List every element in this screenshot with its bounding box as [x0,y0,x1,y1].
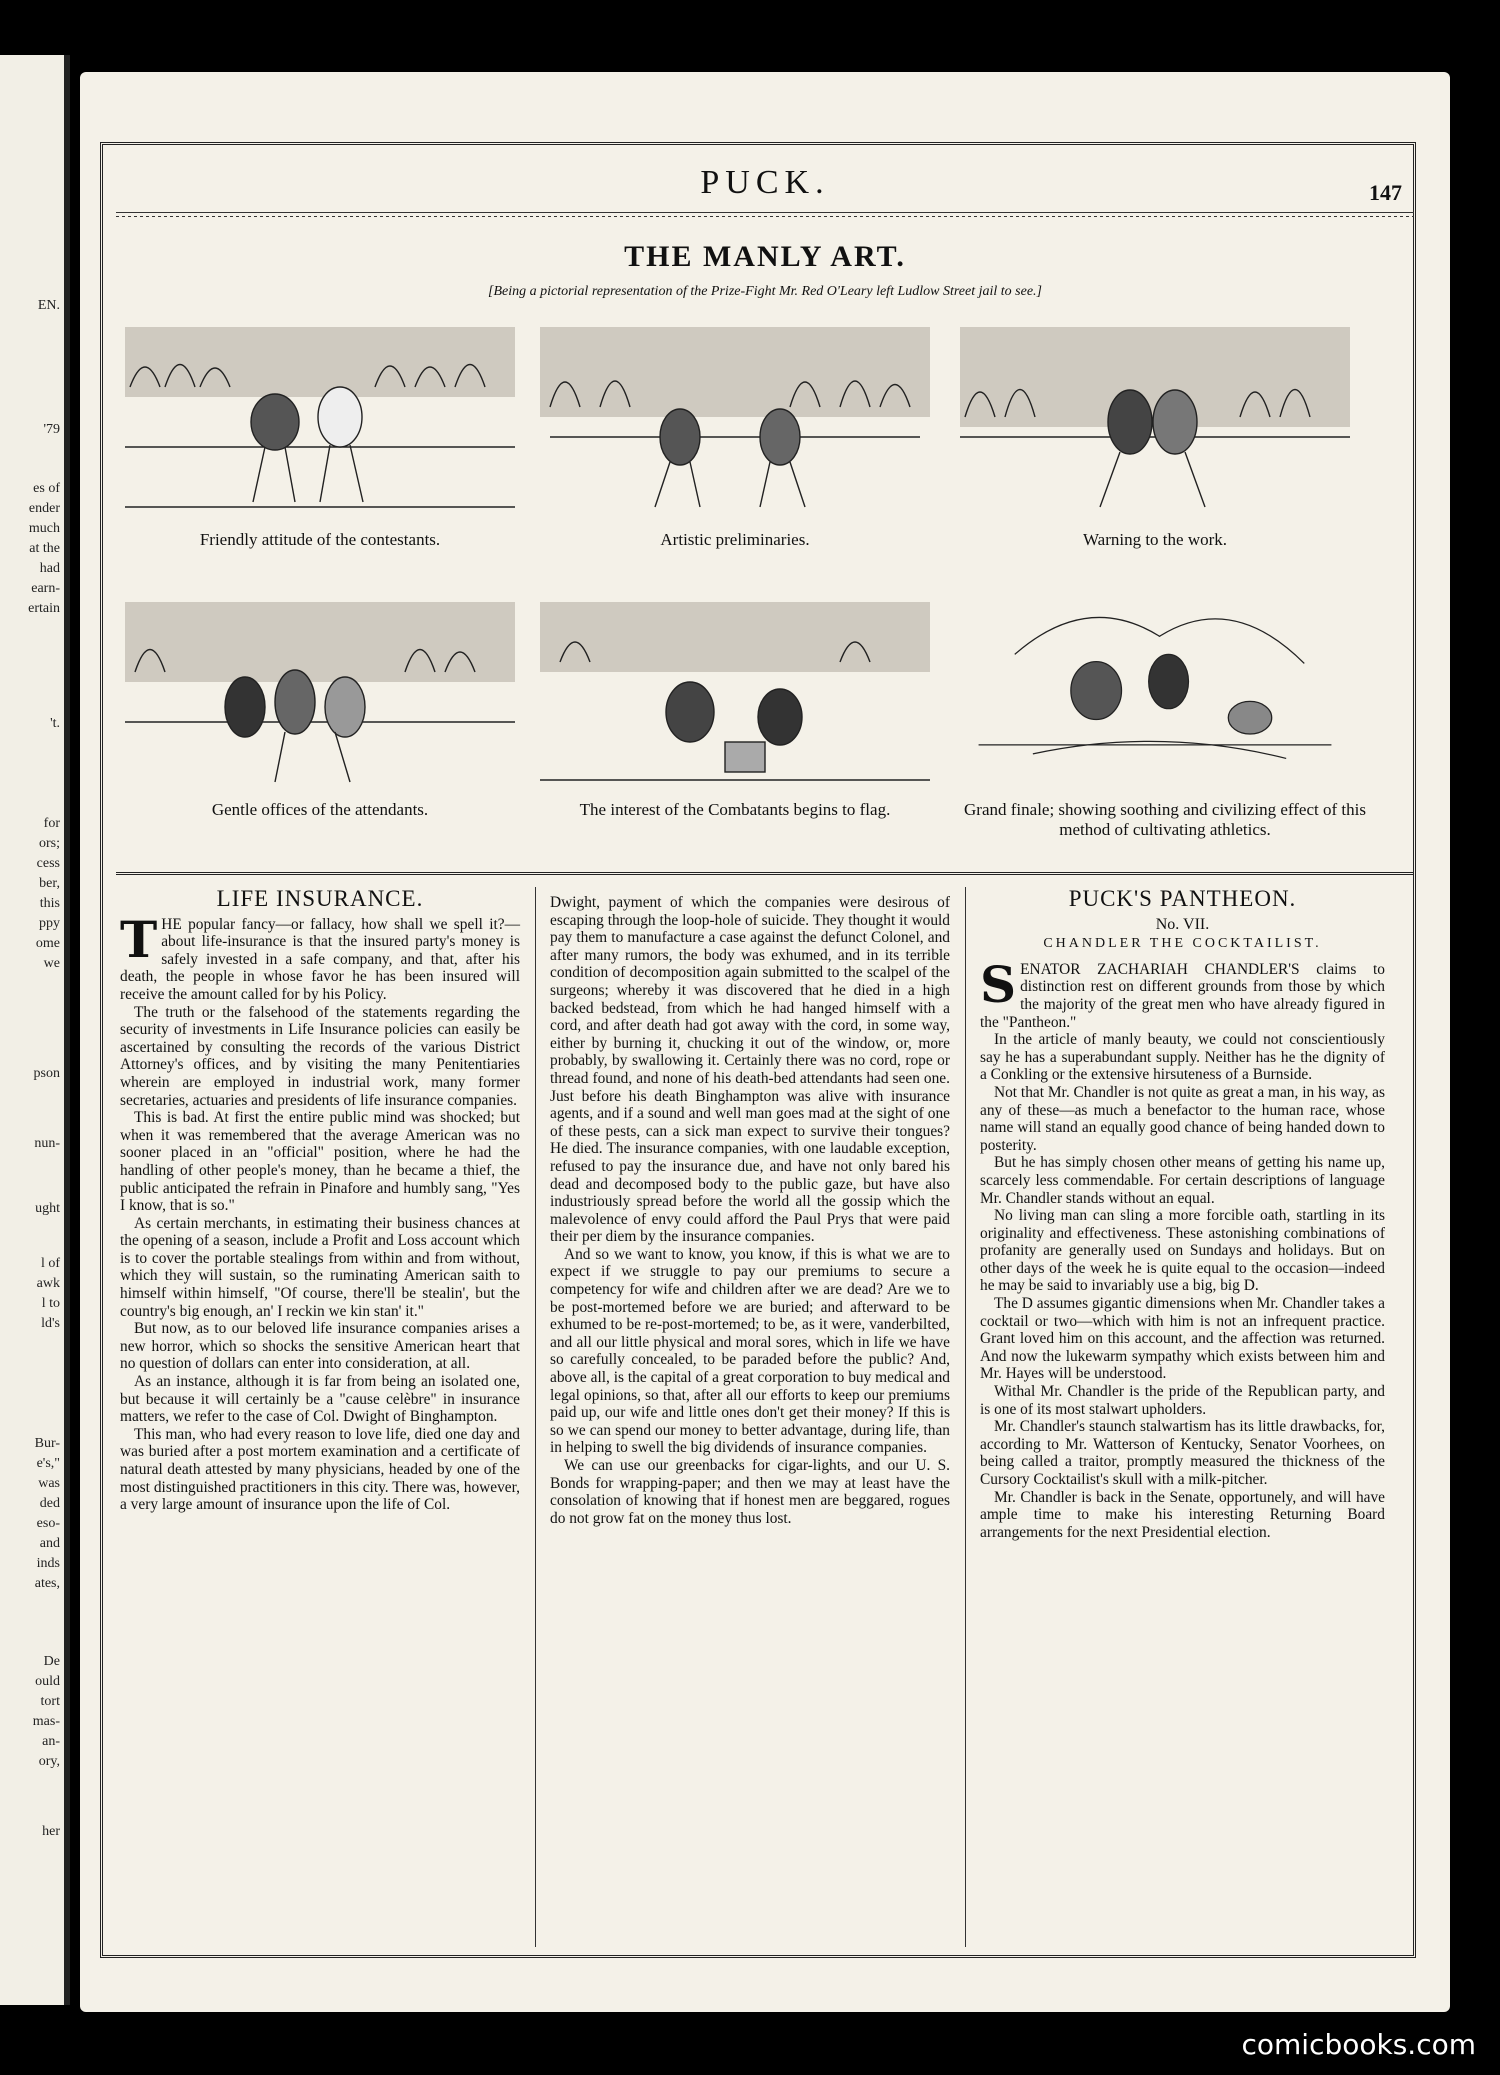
panel-caption-6: Grand finale; showing soothing and civilizing effect of this method of cultivating athletics. [964,800,1366,839]
left-fragment: Bur- [34,1436,60,1451]
article-paragraph: Mr. Chandler's staunch stalwartism has its little drawbacks, for, according to Mr. Watterson of Kentucky, Senator Voorhees, on being called a traitor, promptly measured the thickness of the Cursory Cocktailist's skull with a milk-pitcher. [980,1418,1385,1488]
illustration-panel-2 [540,327,930,517]
left-fragment: cess [36,856,60,871]
left-fragment: l of [40,1256,60,1271]
left-fragment: '79 [43,422,60,437]
article-paragraph: We can use our greenbacks for cigar-lights, and our U. S. Bonds for wrapping-paper; and then we may at least have the consolation of knowing that if honest men are beggared, rogues do not grow fat on the money thus lost. [550,1457,950,1527]
left-fragment: 't. [50,716,60,731]
left-fragment: De [43,1654,60,1669]
left-fragment: ertain [28,601,60,616]
left-fragment: ber, [39,876,60,891]
left-fragment: ory, [38,1754,60,1769]
left-fragment: ught [35,1201,60,1216]
left-fragment: l to [41,1296,60,1311]
illustration-panel-4 [125,602,515,792]
illustration-panel-6 [960,582,1350,772]
left-fragment: for [43,816,60,831]
life-insurance-heading: LIFE INSURANCE. [216,886,424,911]
article-paragraph: The truth or the falsehood of the statements regarding the security of investments in Life Insurance policies can easily be ascertained by consulting the records of the various District Attorney's offices, and by visiting the many Penitentiaries wherein are employed in industrial work, many former secretaries, actuaries and presidents of life insurance companies. [120,1003,520,1109]
left-fragment: ome [35,936,60,951]
left-fragment: es of [33,481,60,496]
article-paragraph: In the article of manly beauty, we could not conscientiously say he has a superabundant supply. Neither has he the dignity of a Conkling or the extensive hirsuteness of a Burnside. [980,1031,1385,1084]
pantheon-column [980,886,1385,1541]
magazine-page [80,72,1450,2012]
page-number: 147 [1369,180,1402,205]
left-fragment: ld's [41,1316,60,1331]
left-fragment: this [39,896,60,911]
life-insurance-column-2 [550,894,950,1527]
left-fragment: eso- [36,1516,60,1531]
left-fragment: we [43,956,60,971]
article-paragraph: No living man can sling a more forcible oath, startling in its originality and effectiveness. These astonishing combinations of profanity are generally used on Sundays and holidays. But on other days of the week he is quite equal to the occasion—indeed he may be said to invariably use a big, big D. [980,1207,1385,1295]
article-paragraph: But he has simply chosen other means of getting his name up, scarcely less commendable. For certain descriptions of language Mr. Chandler stands without an equal. [980,1154,1385,1207]
life-insurance-column-1 [120,886,520,1514]
dropcap: T [120,909,158,969]
illustration-title: THE MANLY ART. [624,240,906,273]
left-fragment: tort [40,1694,60,1709]
column-rule [965,887,966,1947]
article-paragraph: Withal Mr. Chandler is the pride of the Republican party, and is one of its most stalwart upholders. [980,1383,1385,1418]
left-fragment: inds [36,1556,60,1571]
article-paragraph: SENATOR ZACHARIAH CHANDLER'S claims to distinction rest on different grounds from those by which the majority of the great men who have already figured in the "Pantheon." [980,954,1385,1031]
article-paragraph: But now, as to our beloved life insurance companies arises a new horror, which so shocks the sensitive American heart that no question of dollars can enter into consideration, at all. [120,1320,520,1373]
column-rule [535,887,536,1947]
left-fragment: much [28,521,60,536]
left-fragment: ded [39,1496,60,1511]
article-paragraph: As certain merchants, in estimating their business chances at the opening of a season, include a Profit and Loss account which is to cover the portable stealings from within and from without, which they will sustain, so the ruminating American saith to himself within himself, "Of course, there'll be stealin', but the country's big enough, an' I reckin we kin stan' it." [120,1214,520,1320]
article-paragraph: And so we want to know, you know, if this is what we are to expect if we struggle to pay our premiums to secure a competency for wife and children after we are dead? Are we to be post-mortemed before we are buried; and afterward to be exhumed to be re-post-mortemed; to be, as it were, vanderbilted, and all our little physical and moral sores, which in life we have so carefully concealed, to be paraded before the public? And, above all, is the capital of a great corporation to buy medical and legal opinions, so that, after all our efforts to keep our premiums paid up, our wife and little ones don't get their money? If this is so we can spend our money to better advantage, during life, than in helping to swell the big dividends of insurance companies. [550,1245,950,1457]
left-fragment: was [38,1476,60,1491]
section-divider [116,872,1414,875]
left-fragment: ould [35,1674,60,1689]
illustration-panel-3 [960,327,1350,517]
left-fragment: ates, [34,1576,60,1591]
left-fragment: mas- [32,1714,60,1729]
left-fragment: nun- [34,1136,60,1151]
illustration-subtitle: [Being a pictorial representation of the Prize-Fight Mr. Red O'Leary left Ludlow Street jail to see.] [488,284,1042,299]
left-fragment: EN. [37,298,60,313]
article-paragraph: Mr. Chandler is back in the Senate, opportunely, and will have ample time to make his interesting Returning Board arrangements for the next Presidential election. [980,1488,1385,1541]
article-paragraph: As an instance, although it is far from being an isolated one, but because it will certainly be a "cause celèbre" in insurance matters, we refer to the case of Col. Dwight of Binghampton. [120,1373,520,1426]
article-paragraph: Dwight, payment of which the companies were desirous of escaping through the loop-hole of suicide. They thought it would pay them to manufacture a case against the defunct Colonel, and after many rumors, the body was exhumed, and in its terrible condition of decomposition again submitted to the scalpel of the surgeons; whereby it was discovered that he died in a high backed bedstead, from which he had hanged himself with a cord, and after death had got away with the cord, in some way, either by burning it, chucking it out of the window, or, more probably, by swallowing it. Certainly there was no cord, rope or thread found, and none of his death-bed attendants had seen one. Just before his death Binghampton was alive with insurance agents, and if a sound and well man goes mad at the sight of one of these pests, can a sick man expect to survive their tongues? He died. The insurance companies, with one laudable exception, refused to pay the insurance due, and have not only bared his dead and decomposed body to the public gaze, but have also industriously spread before the world all the gossip which the malevolence of envy could afford the Paul Prys that were paid their per diem by the insurance companies. [550,894,950,1246]
left-fragment: at the [29,541,60,556]
left-fragment: and [39,1536,60,1551]
illustration-panel-5 [540,602,930,792]
article-paragraph: This is bad. At first the entire public mind was shocked; but when it was remembered that the average American was no sooner placed in an "official" position, where he had the handling of other people's money, than he became a thief, the public anticipated the refrain in Pinafore and humbly sang, "Yes I know, that is so." [120,1109,520,1215]
panel-caption-4: Gentle offices of the attendants. [211,800,429,819]
watermark: comicbooks.com [1241,2028,1476,2061]
pantheon-heading: PUCK'S PANTHEON. [1068,886,1297,911]
panel-caption-5: The interest of the Combatants begins to flag. [579,800,891,819]
article-paragraph: Not that Mr. Chandler is not quite as great a man, in his way, as any of these—as much a benefactor to the human race, whose name will stand an equally good chance of being handed down to posterity. [980,1083,1385,1154]
left-page-strip [0,55,70,2005]
left-fragment: ppy [39,916,60,931]
article-paragraph: The D assumes gigantic dimensions when Mr. Chandler takes a cocktail or two—which with him is not an infrequent practice. Grant loved him on this account, and the affection was returned. And now the lukewarm sympathy which exists between him and Mr. Hayes will be understood. [980,1295,1385,1383]
illustration-panel-1 [125,327,515,517]
panel-caption-3: Warning to the work. [1082,530,1228,549]
left-fragment: pson [33,1066,60,1081]
left-fragment: ors; [39,836,60,851]
left-fragment: ender [28,501,60,516]
panel-caption-1: Friendly attitude of the contestants. [199,530,441,549]
panel-caption-2: Artistic preliminaries. [660,530,810,549]
masthead: PUCK. [700,164,830,201]
article-paragraph: This man, who had every reason to love life, died one day and was buried after a post mortem examination and a certificate of natural death attested by many physicians, headed by one of the most distinguished practitioners in this city. There was, however, a very large amount of insurance upon the life of Col. [120,1425,520,1514]
left-fragment: earn- [31,581,60,596]
header-rule [116,212,1414,219]
pantheon-subtitle: CHANDLER THE COCKTAILIST. [1043,936,1322,952]
left-fragment: her [42,1824,60,1839]
left-fragment: e's," [36,1456,60,1471]
article-paragraph: THE popular fancy—or fallacy, how shall we spell it?—about life-insurance is that the insured party's money is safely invested in a safe company, and that, after his death, the people in whose favor he has been insured will receive the amount called for by his Policy. [120,909,520,1003]
pantheon-number: No. VII. [1155,915,1210,933]
left-fragment: awk [36,1276,60,1291]
left-fragment: had [39,561,60,576]
left-fragment: an- [42,1734,60,1749]
dropcap: S [980,954,1017,1014]
